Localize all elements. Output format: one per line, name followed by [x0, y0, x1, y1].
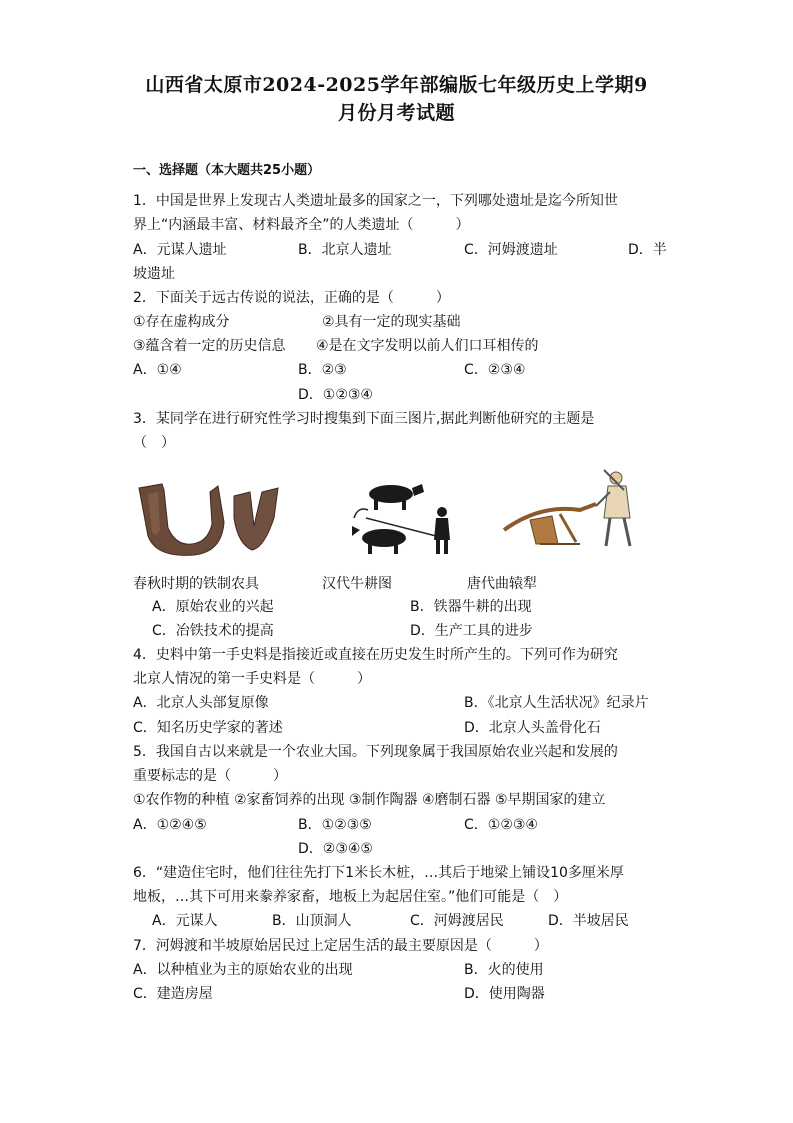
q2-statement-4: ④是在文字发明以前人们口耳相传的	[316, 338, 539, 354]
q2-option-b: B．②③	[298, 362, 347, 378]
q7-option-d: D．使用陶器	[464, 986, 545, 1002]
curved-plow-image	[500, 464, 635, 554]
q7-option-b: B．火的使用	[464, 962, 544, 978]
q6-option-a: A．元谋人	[152, 913, 218, 929]
q4-option-b: B．《北京人生活状况》纪录片	[464, 695, 649, 711]
q2-statement-1: ①存在虚构成分	[133, 314, 230, 330]
q1-stem-line2: 界上“内涵最丰富、材料最齐全”的人类遗址（ ）	[133, 217, 470, 233]
q4-stem-line1: 4．史料中第一手史料是指接近或直接在历史发生时所产生的。下列可作为研究	[133, 647, 618, 663]
q4-option-c: C．知名历史学家的著述	[133, 720, 283, 736]
q2-option-c: C．②③④	[464, 362, 526, 378]
q4-option-d: D．北京人头盖骨化石	[464, 720, 601, 736]
q6-stem-line1: 6．“建造住宅时，他们往往先打下1米长木桩，…其后于地梁上铺设10多厘米厚	[133, 865, 624, 881]
q1-option-c: C．河姆渡遗址	[464, 242, 558, 258]
iron-farm-tools-image	[134, 478, 284, 558]
q2-stem: 2．下面关于远古传说的说法，正确的是（ ）	[133, 290, 450, 306]
q7-option-c: C．建造房屋	[133, 986, 213, 1002]
q2-option-a: A．①④	[133, 362, 182, 378]
q6-option-b: B．山顶洞人	[272, 913, 352, 929]
q3-option-b: B．铁器牛耕的出现	[410, 599, 532, 615]
q5-option-b: B．①②③⑤	[298, 817, 372, 833]
q5-option-c: C．①②③④	[464, 817, 538, 833]
q2-statement-3: ③蕴含着一定的历史信息	[133, 338, 286, 354]
q3-stem-line1: 3．某同学在进行研究性学习时搜集到下面三图片,据此判断他研究的主题是	[133, 411, 595, 427]
q4-stem-line2: 北京人情况的第一手史料是（ ）	[133, 671, 371, 687]
ox-plowing-image	[346, 478, 464, 568]
q4-option-a: A．北京人头部复原像	[133, 695, 269, 711]
caption-ox-plowing: 汉代牛耕图	[322, 576, 392, 592]
q5-items: ①农作物的种植 ②家畜饲养的出现 ③制作陶器 ④磨制石器 ⑤早期国家的建立	[133, 792, 606, 808]
q6-stem-line2: 地板，…其下可用来豢养家畜，地板上为起居住室。”他们可能是（ ）	[133, 889, 568, 905]
q6-option-d: D．半坡居民	[548, 913, 629, 929]
section-heading: 一、选择题（本大题共25小题）	[133, 163, 321, 178]
q5-option-a: A．①②④⑤	[133, 817, 207, 833]
page-title-line1: 山西省太原市2024-2025学年部编版七年级历史上学期9	[145, 74, 648, 96]
caption-iron-tools: 春秋时期的铁制农具	[133, 576, 259, 592]
q3-option-d: D．生产工具的进步	[410, 623, 533, 639]
q7-option-a: A．以种植业为主的原始农业的出现	[133, 962, 353, 978]
q5-stem-line1: 5．我国自古以来就是一个农业大国。下列现象属于我国原始农业兴起和发展的	[133, 744, 618, 760]
q1-option-a: A．元谋人遗址	[133, 242, 227, 258]
q3-option-a: A．原始农业的兴起	[152, 599, 274, 615]
q5-stem-line2: 重要标志的是（ ）	[133, 768, 287, 784]
caption-curved-plow: 唐代曲辕犁	[467, 576, 537, 592]
q3-option-c: C．冶铁技术的提高	[152, 623, 274, 639]
q1-option-d-continued: 坡遗址	[133, 266, 175, 282]
q7-stem: 7．河姆渡和半坡原始居民过上定居生活的最主要原因是（ ）	[133, 938, 548, 954]
q5-option-d: D．②③④⑤	[298, 841, 373, 857]
q2-option-d: D．①②③④	[298, 387, 373, 403]
q1-stem-line1: 1．中国是世界上发现古人类遗址最多的国家之一，下列哪处遗址是迄今所知世	[133, 193, 618, 209]
q3-stem-line2: （ ）	[133, 435, 175, 451]
q2-statement-2: ②具有一定的现实基础	[322, 314, 461, 330]
page-title-line2: 月份月考试题	[337, 102, 455, 124]
q1-option-d: D．半	[628, 242, 667, 258]
q6-option-c: C．河姆渡居民	[410, 913, 504, 929]
q1-option-b: B．北京人遗址	[298, 242, 392, 258]
